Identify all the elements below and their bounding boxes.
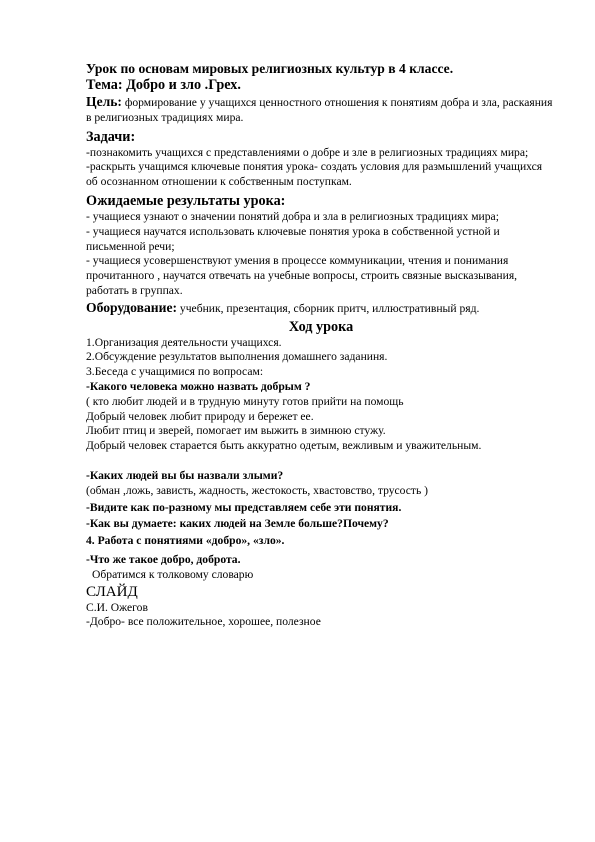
- task-item: -раскрыть учащимся ключевые понятия урока- создать условия для размышлений учащихся об осознанном отношении к собственным поступкам.: [86, 160, 543, 189]
- question-4: -Как вы думаете: каких людей на Земле больше?Почему?: [86, 517, 389, 531]
- results-heading: Ожидаемые результаты урока:: [86, 192, 286, 209]
- dictionary-line: Обратимся к толковому словарю: [92, 567, 254, 581]
- equipment-text: учебник, презентация, сборник притч, иллюстративный ряд.: [179, 301, 480, 315]
- result-item: - учащиеся научатся использовать ключевые понятия урока в собственной устной и письменной речи;: [86, 224, 500, 253]
- course-step: 1.Организация деятельности учащихся.: [86, 335, 282, 349]
- author-line: С.И. Ожегов: [86, 600, 148, 614]
- topic-label: Тема:: [86, 77, 123, 93]
- answer-line: Добрый человек любит природу и бережет ее.: [86, 409, 314, 423]
- question-3: -Видите как по-разному мы представляем себе эти понятия.: [86, 500, 402, 514]
- task-item: -познакомить учащихся с представлениями о добре и зле в религиозных традициях мира;: [86, 145, 529, 159]
- course-step: 2.Обсуждение результатов выполнения домашнего заданиня.: [86, 350, 388, 364]
- question-2: -Каких людей вы бы назвали злыми?: [86, 468, 284, 482]
- topic-text: Добро и зло .Грех.: [126, 77, 241, 93]
- equipment-label: Оборудование:: [86, 299, 178, 315]
- goal-text: формирование у учащихся ценностного отношения к понятиям добра и зла, раскаяния в религиозных традициях мира.: [86, 96, 553, 124]
- answer-2: (обман ,ложь, зависть, жадность, жестокость, хвастовство, трусость ): [86, 483, 429, 497]
- slide-label: СЛАЙД: [86, 583, 138, 600]
- result-item: - учащиеся узнают о значении понятий добра и зла в религиозных традициях мира;: [86, 209, 499, 223]
- course-step: 3.Беседа с учащимися по вопросам:: [86, 365, 264, 379]
- step-4: 4. Работа с понятиями «добро», «зло».: [86, 534, 285, 548]
- goal-label: Цель:: [86, 94, 122, 109]
- document-content: [86, 60, 556, 630]
- blank-line: [86, 454, 556, 469]
- topic-line: [86, 77, 556, 94]
- course-heading: Ход урока: [288, 318, 354, 335]
- answer-line: Добрый человек старается быть аккуратно одетым, вежливым и уважительным.: [86, 439, 482, 453]
- result-item: - учащиеся усовершенствуют умения в процессе коммуникации, чтения и понимания прочитанного , научатся отвечать на учебные вопросы, строить связные высказывания, работать в группах.: [86, 254, 518, 297]
- lesson-title: Урок по основам мировых религиозных культур в 4 классе.: [86, 61, 454, 76]
- goal-paragraph: [86, 95, 556, 126]
- question-5: -Что же такое добро, доброта.: [86, 552, 241, 566]
- equipment-line: [86, 301, 556, 317]
- definition-line: -Добро- все положительное, хорошее, полезное: [86, 615, 321, 629]
- answer-line: ( кто любит людей и в трудную минуту готов прийти на помощь: [86, 394, 404, 408]
- question-1: -Какого человека можно назвать добрым ?: [86, 379, 311, 393]
- tasks-heading: Задачи:: [86, 128, 136, 145]
- answer-line: Любит птиц и зверей, помогает им выжить в зимнюю стужу.: [86, 424, 386, 438]
